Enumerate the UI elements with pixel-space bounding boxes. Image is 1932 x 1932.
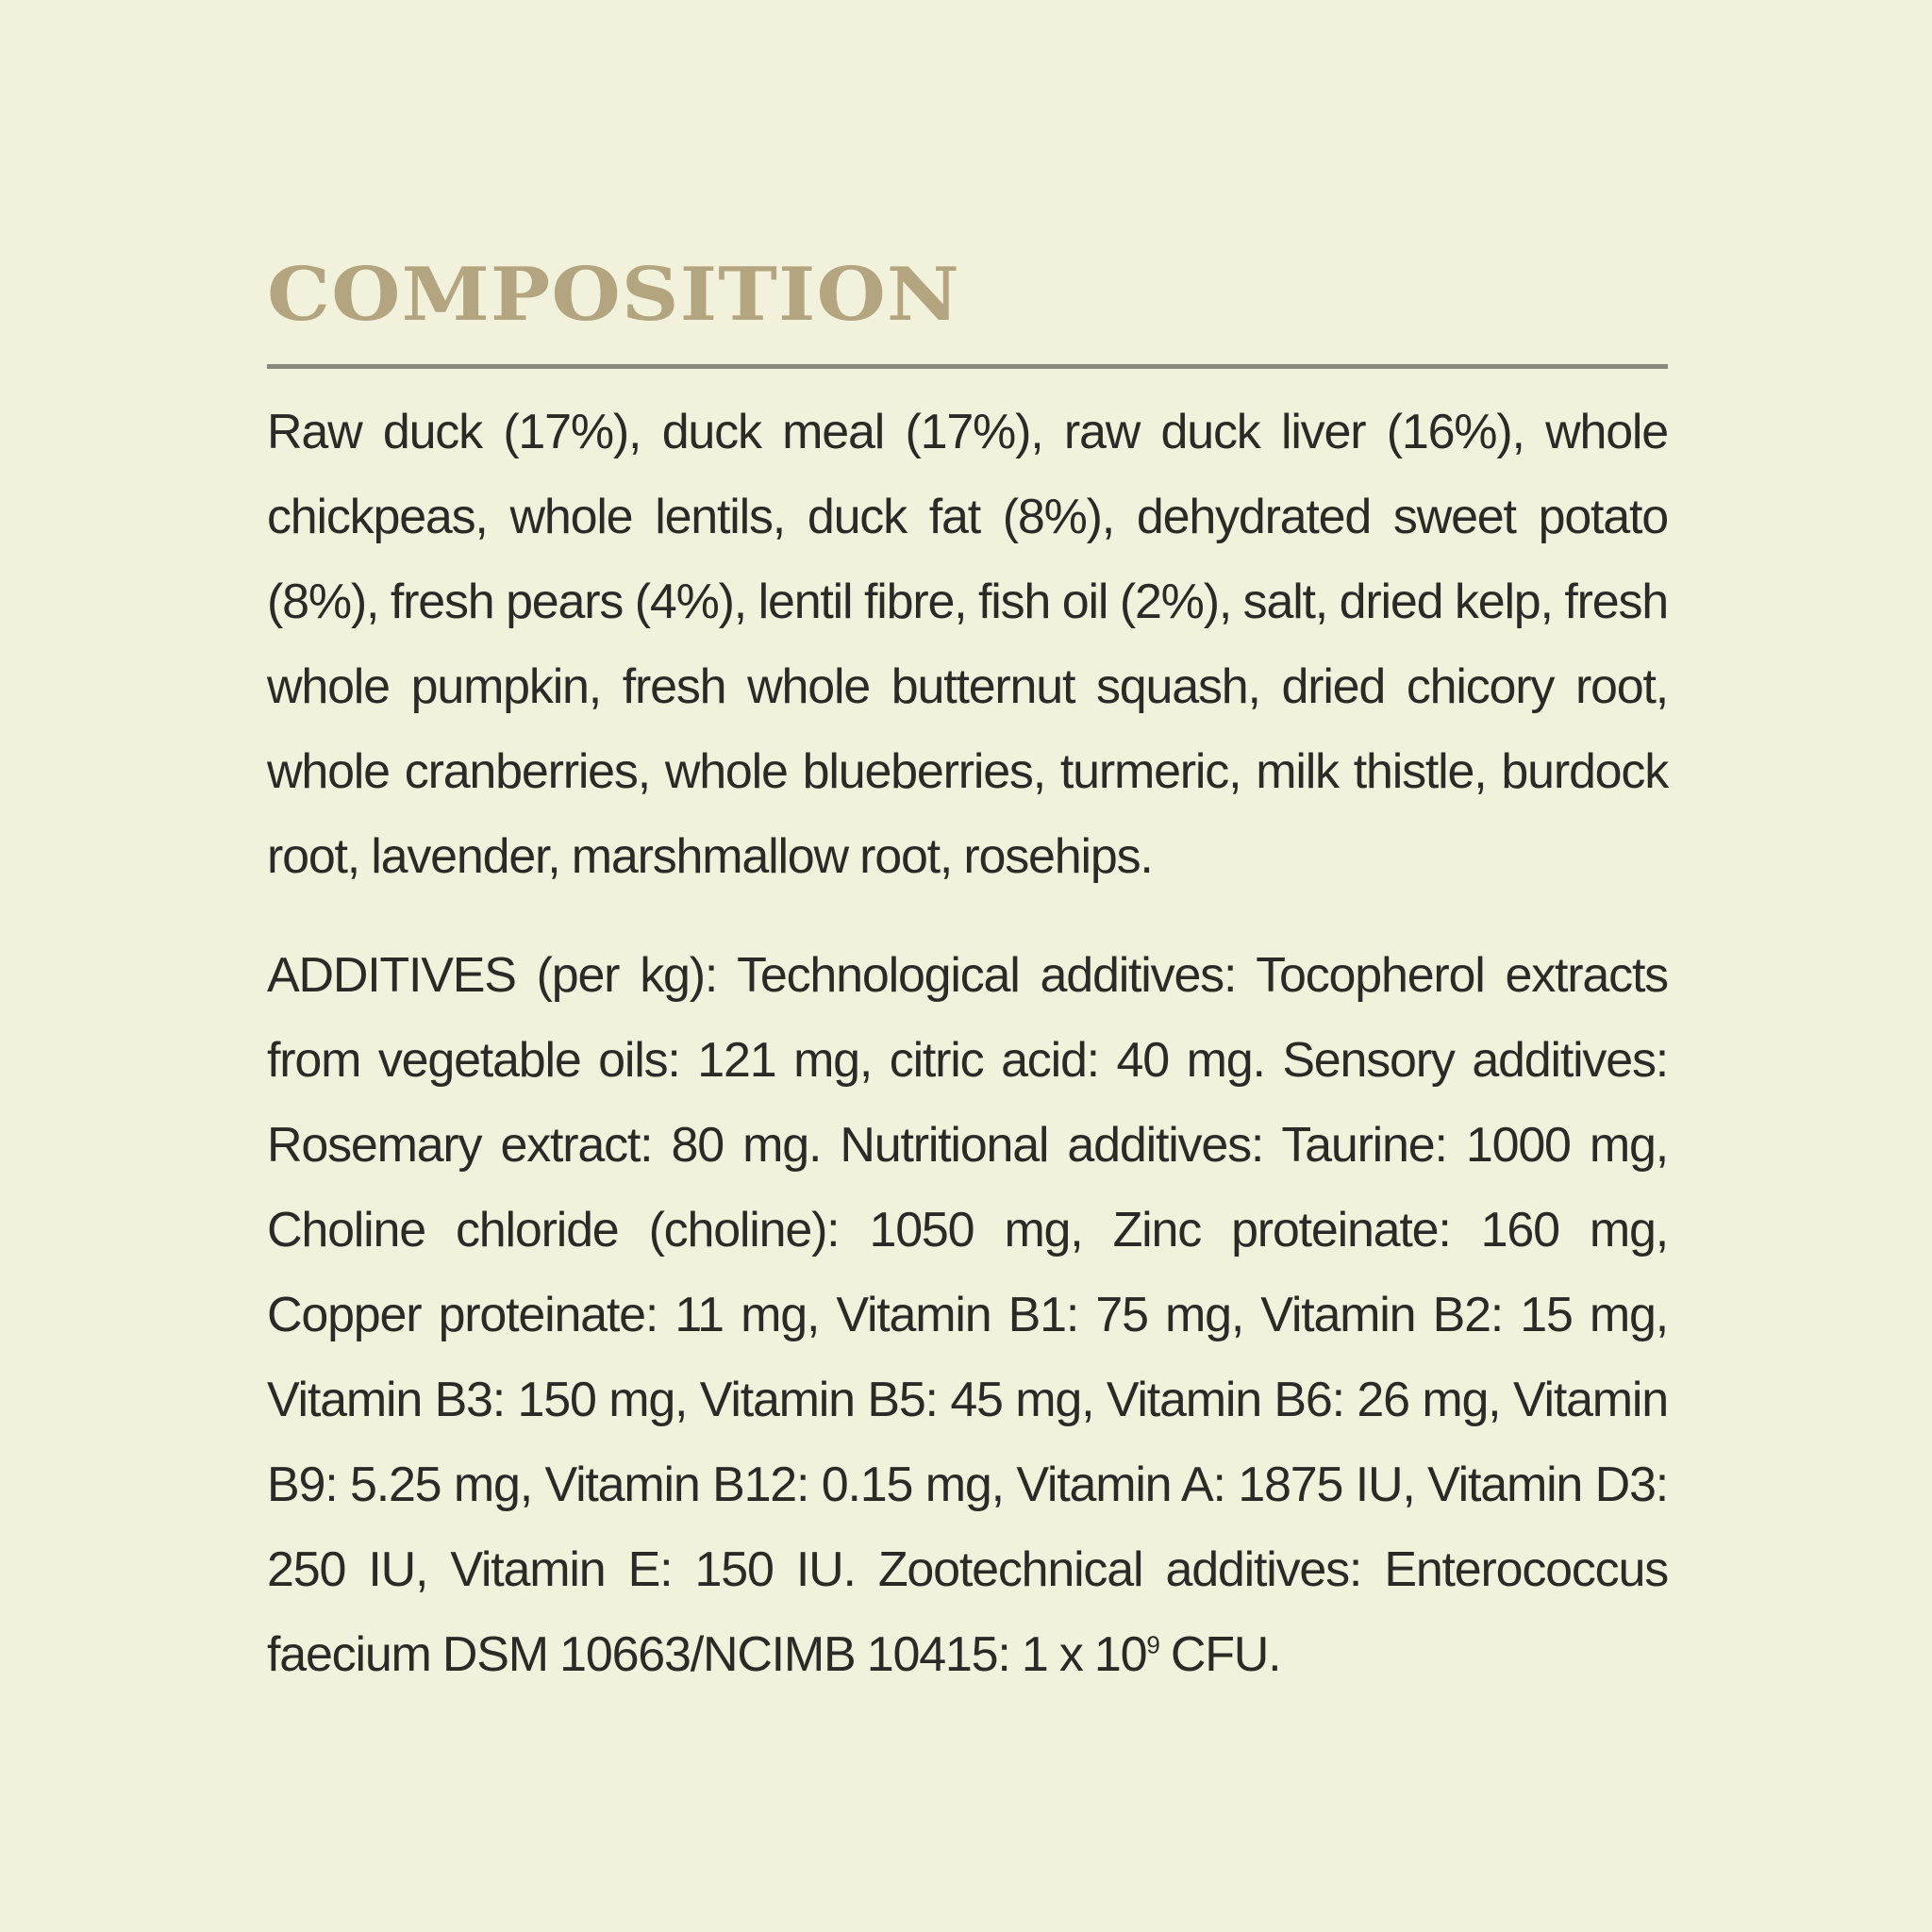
composition-paragraph: Raw duck (17%), duck meal (17%), raw duck liver (16%), whole chickpeas, whole lentils, duck fat (8%), dehydrated sweet potato (8%), fresh pears (4%), lentil fibre, fish oil (2%), salt, dried kelp, fresh whole pumpkin, fresh whole butternut squash, dried chicory root, whole cranberries, whole blueberries, turmeric, milk thistle, burdock root, lavender, marshmallow root, rosehips. — [267, 405, 1668, 884]
additives-paragraph — [267, 933, 1668, 1697]
additives-text: ADDITIVES (per kg): Technological additives: Tocopherol extracts from vegetable oils: 121 mg, citric acid: 40 mg. Sensory additives: Rosemary extract: 80 mg. Nutritional additives: Taurine: 1000 mg, Choline chloride (choline): 1050 mg, Zinc proteinate: 160 mg, Copper proteinate: 11 mg, Vitamin B1: 75 mg, Vitamin B2: 15 mg, Vitamin B3: 150 mg, Vitamin B5: 45 mg, Vitamin B6: 26 mg, Vitamin B9: 5.25 mg, Vitamin B12: 0.15 mg, Vitamin A: 1875 IU, Vitamin D3: 250 IU, Vitamin E: 150 IU. Zootechnical additives: Enterococcus faecium DSM 10663/NCIMB 10415: 1 x 10 — [267, 948, 1668, 1682]
composition-panel — [267, 245, 1668, 1697]
additives-exponent: 9 — [1146, 1630, 1159, 1659]
heading-divider — [267, 364, 1668, 369]
additives-suffix: CFU. — [1158, 1627, 1281, 1682]
page-title: COMPOSITION — [267, 252, 961, 338]
